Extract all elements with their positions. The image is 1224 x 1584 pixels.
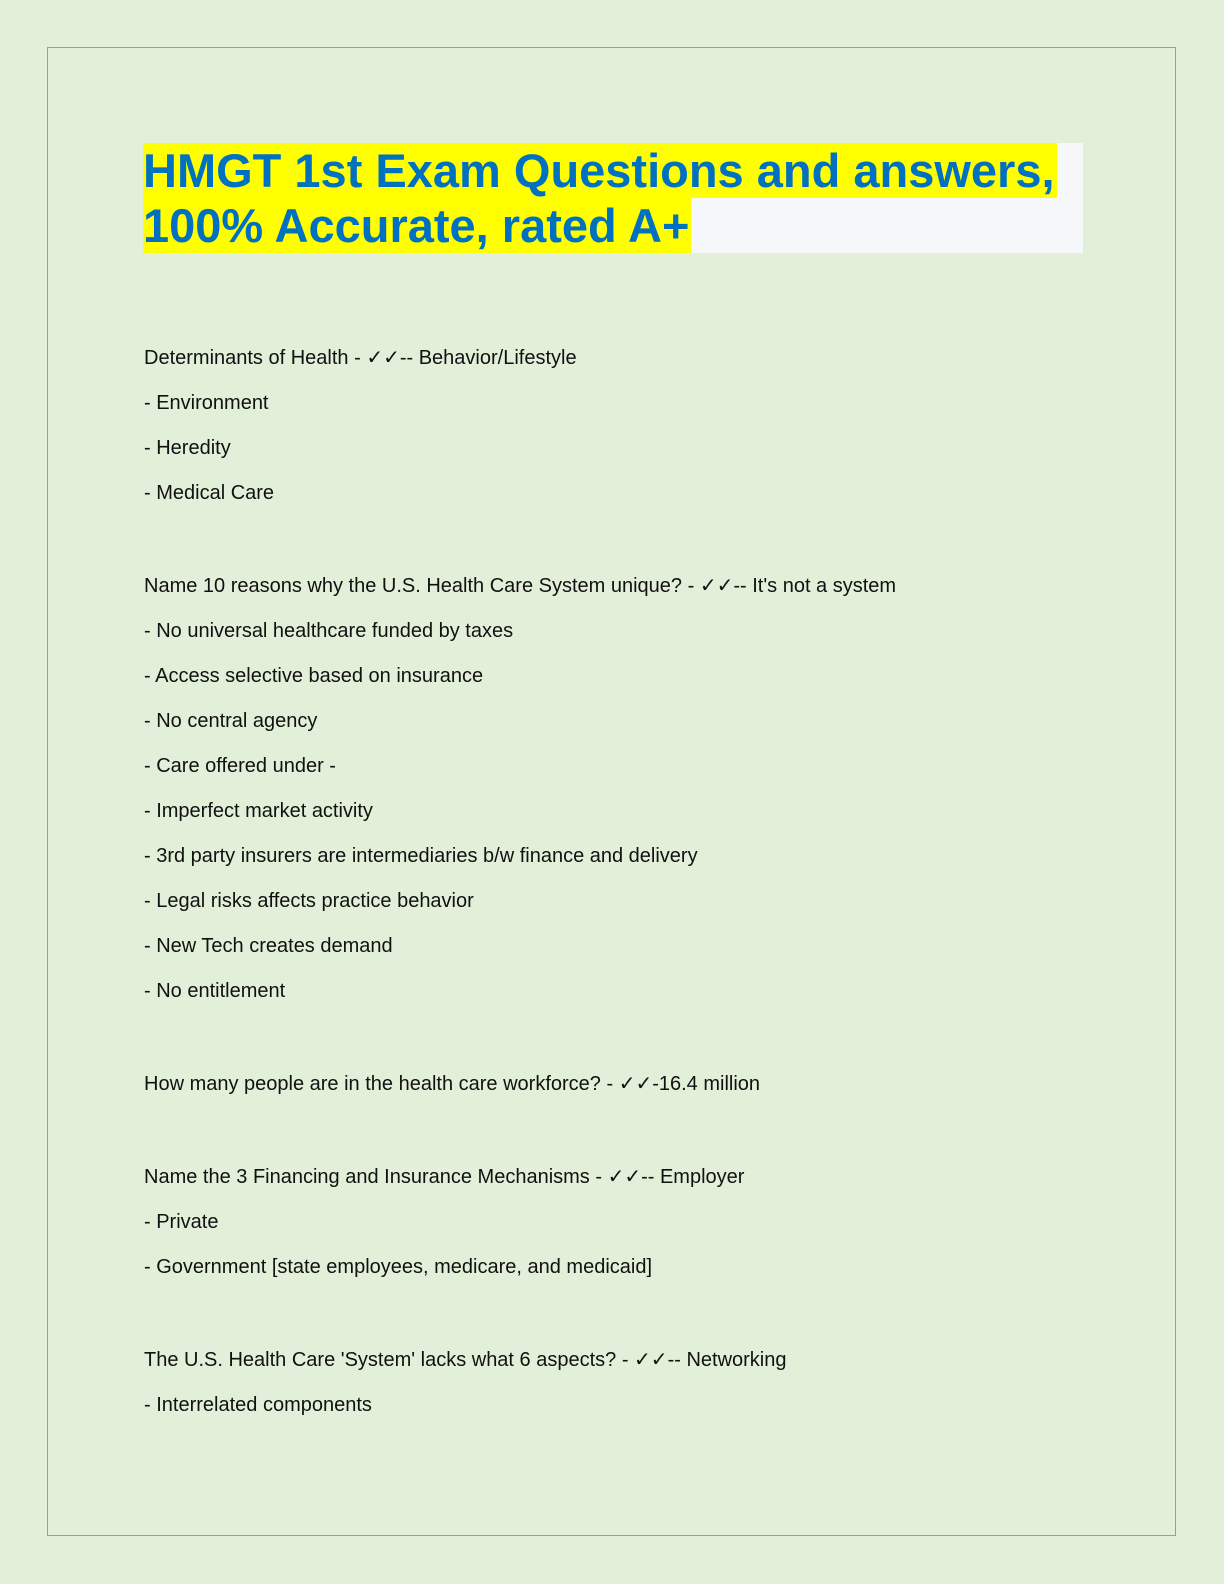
- qa-2-answer-item: - No central agency: [144, 710, 318, 732]
- qa-2-answer-item: - No universal healthcare funded by taxes: [144, 620, 514, 642]
- qa-4-question: Name the 3 Financing and Insurance Mechanisms - ✓✓-- Employer: [144, 1166, 745, 1188]
- qa-4-answer-item: - Private: [144, 1211, 219, 1233]
- qa-2-question: Name 10 reasons why the U.S. Health Care System unique? - ✓✓-- It's not a system: [144, 575, 897, 597]
- page-border: [47, 47, 1176, 1536]
- qa-4-answer-item: - Government [state employees, medicare, and medicaid]: [144, 1256, 653, 1278]
- qa-2-answer-item: - No entitlement: [144, 980, 286, 1002]
- qa-2-answer-item: - Imperfect market activity: [144, 800, 373, 822]
- title-line-1: HMGT 1st Exam Questions and answers,: [143, 144, 1055, 197]
- title-line-2: 100% Accurate, rated A+: [143, 199, 690, 252]
- qa-1-answer-item: - Environment: [144, 392, 269, 414]
- qa-2-answer-item: - Access selective based on insurance: [144, 665, 484, 687]
- qa-3-question: How many people are in the health care workforce? - ✓✓-16.4 million: [144, 1073, 761, 1095]
- qa-1-answer-item: - Medical Care: [144, 482, 275, 504]
- qa-1-question: Determinants of Health - ✓✓-- Behavior/Lifestyle: [144, 347, 577, 369]
- qa-2-answer-item: - Care offered under -: [144, 755, 336, 777]
- qa-5-question: The U.S. Health Care 'System' lacks what 6 aspects? - ✓✓-- Networking: [144, 1349, 787, 1371]
- qa-5-answer-item: - Interrelated components: [144, 1394, 372, 1416]
- qa-2-answer-item: - Legal risks affects practice behavior: [144, 890, 474, 912]
- qa-2-answer-item: - New Tech creates demand: [144, 935, 393, 957]
- qa-1-answer-item: - Heredity: [144, 437, 231, 459]
- document-title: [143, 143, 1083, 253]
- qa-2-answer-item: - 3rd party insurers are intermediaries b/w finance and delivery: [144, 845, 698, 867]
